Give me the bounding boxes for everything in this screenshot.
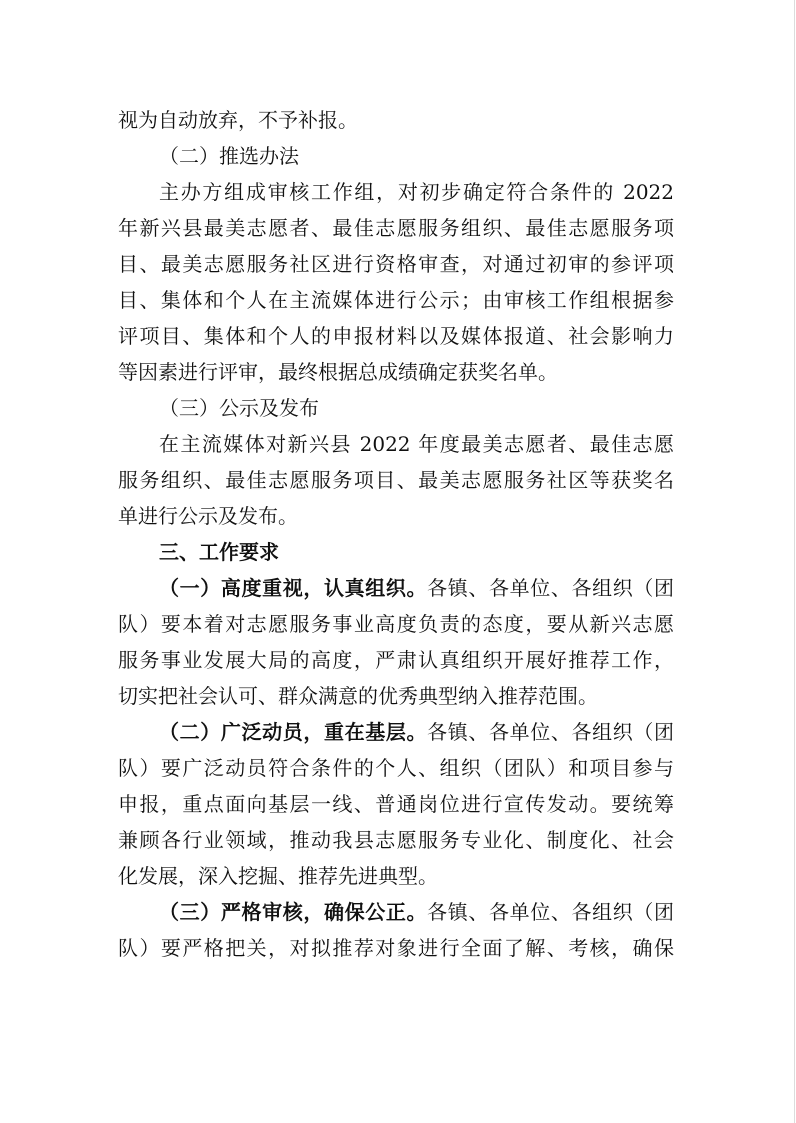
paragraph-line: 等因素进行评审，最终根据总成绩确定获奖名单。: [118, 360, 558, 384]
paragraph-line: [118, 570, 674, 606]
paragraph-line: 视为自动放弃，不予补报。: [118, 108, 358, 132]
section-title-work-requirements: 三、工作要求: [159, 540, 279, 564]
subheading-tuixuan: （二）推选办法: [159, 144, 299, 168]
paragraph-line: 年新兴县最美志愿者、最佳志愿服务组织、最佳志愿服务项: [118, 216, 674, 240]
paragraph-line: 队）要本着对志愿服务事业高度负责的态度，要从新兴志愿: [118, 612, 674, 636]
paragraph-line: 切实把社会认可、群众满意的优秀典型纳入推荐范围。: [118, 684, 598, 708]
requirement-lead-1: （一）高度重视，认真组织。: [159, 576, 428, 600]
paragraph-line: 在主流媒体对新兴县 2022 年度最美志愿者、最佳志愿: [159, 432, 674, 456]
subheading-gongshi: （三）公示及发布: [159, 396, 319, 420]
paragraph-line: 目、集体和个人在主流媒体进行公示；由审核工作组根据参: [118, 288, 674, 312]
paragraph-line: 目、最美志愿服务社区进行资格审查，对通过初审的参评项: [118, 252, 674, 276]
paragraph-line: 队）要广泛动员符合条件的个人、组织（团队）和项目参与: [118, 756, 674, 780]
paragraph-line: 队）要严格把关，对拟推荐对象进行全面了解、考核，确保: [118, 936, 674, 960]
requirement-lead-2: （二）广泛动员，重在基层。: [159, 720, 428, 744]
paragraph-line: 申报，重点面向基层一线、普通岗位进行宣传发动。要统筹: [118, 792, 674, 816]
paragraph-line: 单进行公示及发布。: [118, 504, 298, 528]
requirement-text: 各镇、各单位、各组织（团: [427, 900, 674, 924]
paragraph-line: 服务事业发展大局的高度，严肃认真组织开展好推荐工作，: [118, 648, 674, 672]
paragraph-line: 服务组织、最佳志愿服务项目、最美志愿服务社区等获奖名: [118, 468, 674, 492]
paragraph-line: [118, 714, 674, 750]
requirement-text: 各镇、各单位、各组织（团: [427, 720, 674, 744]
document-body: [118, 102, 674, 966]
requirement-lead-3: （三）严格审核，确保公正。: [159, 900, 428, 924]
paragraph-line: [118, 894, 674, 930]
requirement-text: 各镇、各单位、各组织（团: [427, 576, 674, 600]
paragraph-line: 主办方组成审核工作组，对初步确定符合条件的 2022: [159, 180, 674, 204]
paragraph-line: 化发展，深入挖掘、推荐先进典型。: [118, 864, 438, 888]
paragraph-line: 兼顾各行业领域，推动我县志愿服务专业化、制度化、社会: [118, 828, 674, 852]
paragraph-line: 评项目、集体和个人的申报材料以及媒体报道、社会影响力: [118, 324, 674, 348]
